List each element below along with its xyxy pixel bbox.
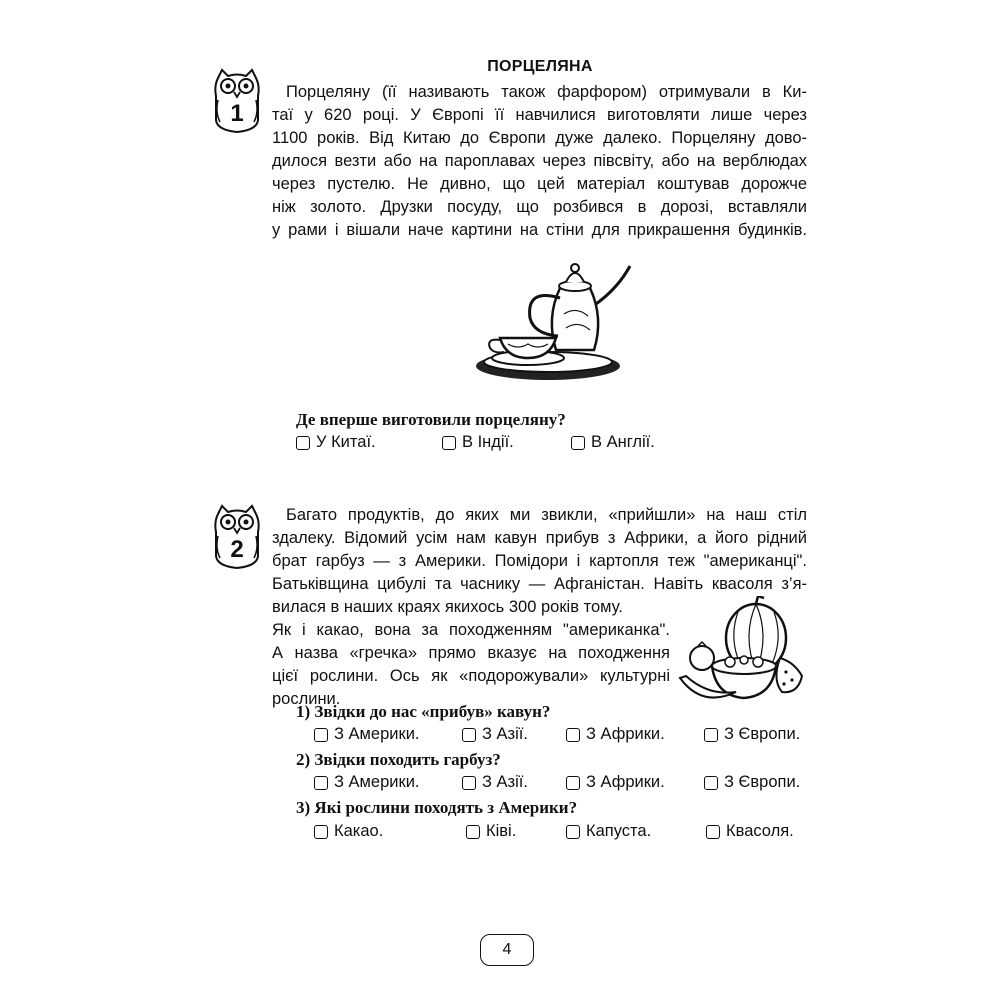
text-line: ніж золото. Друзки посуду, що розбився в дорозі, вставляли xyxy=(272,198,807,216)
option-label: В Індії. xyxy=(462,433,514,451)
section2-question-3: 3) Які рослини походять з Америки? xyxy=(296,798,578,817)
answer-option[interactable] xyxy=(466,822,516,841)
option-label: Капуста. xyxy=(586,822,652,840)
text-line: через пустелю. Не дивно, що цей матеріал коштував дорожче xyxy=(272,175,807,193)
text-line: Багато продуктів, до яких ми звикли, «прийшли» на наш стіл xyxy=(286,506,807,524)
task-number: 2 xyxy=(230,536,244,563)
text-line: у рами і вішали наче картини на стіни для прикрашення будинків. xyxy=(272,221,807,239)
text-line: Порцеляну (її називають також фарфором) отримували в Ки- xyxy=(286,83,807,101)
answer-option[interactable] xyxy=(296,433,376,452)
option-label: З Африки. xyxy=(586,725,665,743)
checkbox[interactable] xyxy=(442,436,456,450)
option-label: З Америки. xyxy=(334,773,420,791)
option-label: З Азії. xyxy=(482,725,528,743)
checkbox[interactable] xyxy=(566,825,580,839)
section2-paragraph-short xyxy=(272,619,670,711)
text-line: А назва «гречка» прямо вказує на походження xyxy=(272,644,670,662)
checkbox[interactable] xyxy=(314,776,328,790)
answer-option[interactable] xyxy=(566,725,665,744)
option-label: З Європи. xyxy=(724,773,801,791)
answer-option[interactable] xyxy=(442,433,514,452)
checkbox[interactable] xyxy=(466,825,480,839)
text-line: брат гарбуз — з Америки. Помідори і картопля теж "американці". xyxy=(272,552,807,570)
checkbox[interactable] xyxy=(462,728,476,742)
text-line: Батьківщина цибулі та часнику — Афганістан. Навіть квасоля з’я- xyxy=(272,575,807,593)
teapot-cup-illustration xyxy=(468,258,648,390)
option-label: Квасоля. xyxy=(726,822,794,840)
section1-paragraph xyxy=(272,81,807,242)
checkbox[interactable] xyxy=(706,825,720,839)
answer-option[interactable] xyxy=(314,773,420,792)
answer-option[interactable] xyxy=(704,725,800,744)
answer-option[interactable] xyxy=(314,822,383,841)
checkbox[interactable] xyxy=(704,728,718,742)
answer-option[interactable] xyxy=(462,773,528,792)
answer-option[interactable] xyxy=(704,773,800,792)
text-line: здалеку. Відомий усім нам кавун прибув з Африки, а його рідний xyxy=(272,529,807,547)
answer-option[interactable] xyxy=(571,433,655,452)
checkbox[interactable] xyxy=(314,825,328,839)
owl-icon xyxy=(212,68,262,134)
text-line: Як і какао, вона за походженням "американка". xyxy=(272,621,670,639)
answer-option[interactable] xyxy=(314,725,420,744)
task-number: 1 xyxy=(230,100,244,127)
option-label: Ківі. xyxy=(486,822,517,840)
answer-option[interactable] xyxy=(462,725,528,744)
answer-option[interactable] xyxy=(706,822,794,841)
checkbox[interactable] xyxy=(704,776,718,790)
section1-question: Де вперше виготовили порцеляну? xyxy=(296,410,566,429)
text-line: дилося везти або на пароплавах через півсвіту, або на верблюдах xyxy=(272,152,807,170)
answer-option[interactable] xyxy=(566,822,651,841)
option-label: З Азії. xyxy=(482,773,528,791)
checkbox[interactable] xyxy=(296,436,310,450)
owl-icon xyxy=(212,504,262,570)
option-label: З Африки. xyxy=(586,773,665,791)
checkbox[interactable] xyxy=(566,776,580,790)
text-line: таї у 620 році. У Європі її навчилися виготовляти лише через xyxy=(272,106,807,124)
text-line: вилася в наших краях якихось 300 років тому. xyxy=(272,598,623,616)
option-label: В Англії. xyxy=(591,433,655,451)
answer-option[interactable] xyxy=(566,773,665,792)
checkbox[interactable] xyxy=(571,436,585,450)
checkbox[interactable] xyxy=(566,728,580,742)
page-number-label: 4 xyxy=(502,941,512,958)
page-number xyxy=(480,934,534,966)
vegetables-illustration xyxy=(672,596,808,708)
text-line: 1100 років. Від Китаю до Європи дуже далеко. Порцеляну дово- xyxy=(272,129,807,147)
option-label: З Америки. xyxy=(334,725,420,743)
checkbox[interactable] xyxy=(462,776,476,790)
text-line: рослини. xyxy=(272,690,341,708)
section2-question-2: 2) Звідки походить гарбуз? xyxy=(296,750,501,769)
text-line: цієї рослини. Ось як «подорожували» культурні xyxy=(272,667,670,685)
checkbox[interactable] xyxy=(314,728,328,742)
option-label: Какао. xyxy=(334,822,384,840)
option-label: У Китаї. xyxy=(316,433,376,451)
section2-question-1: 1) Звідки до нас «прибув» кавун? xyxy=(296,702,551,721)
section-title: ПОРЦЕЛЯНА xyxy=(487,58,593,75)
option-label: З Європи. xyxy=(724,725,801,743)
